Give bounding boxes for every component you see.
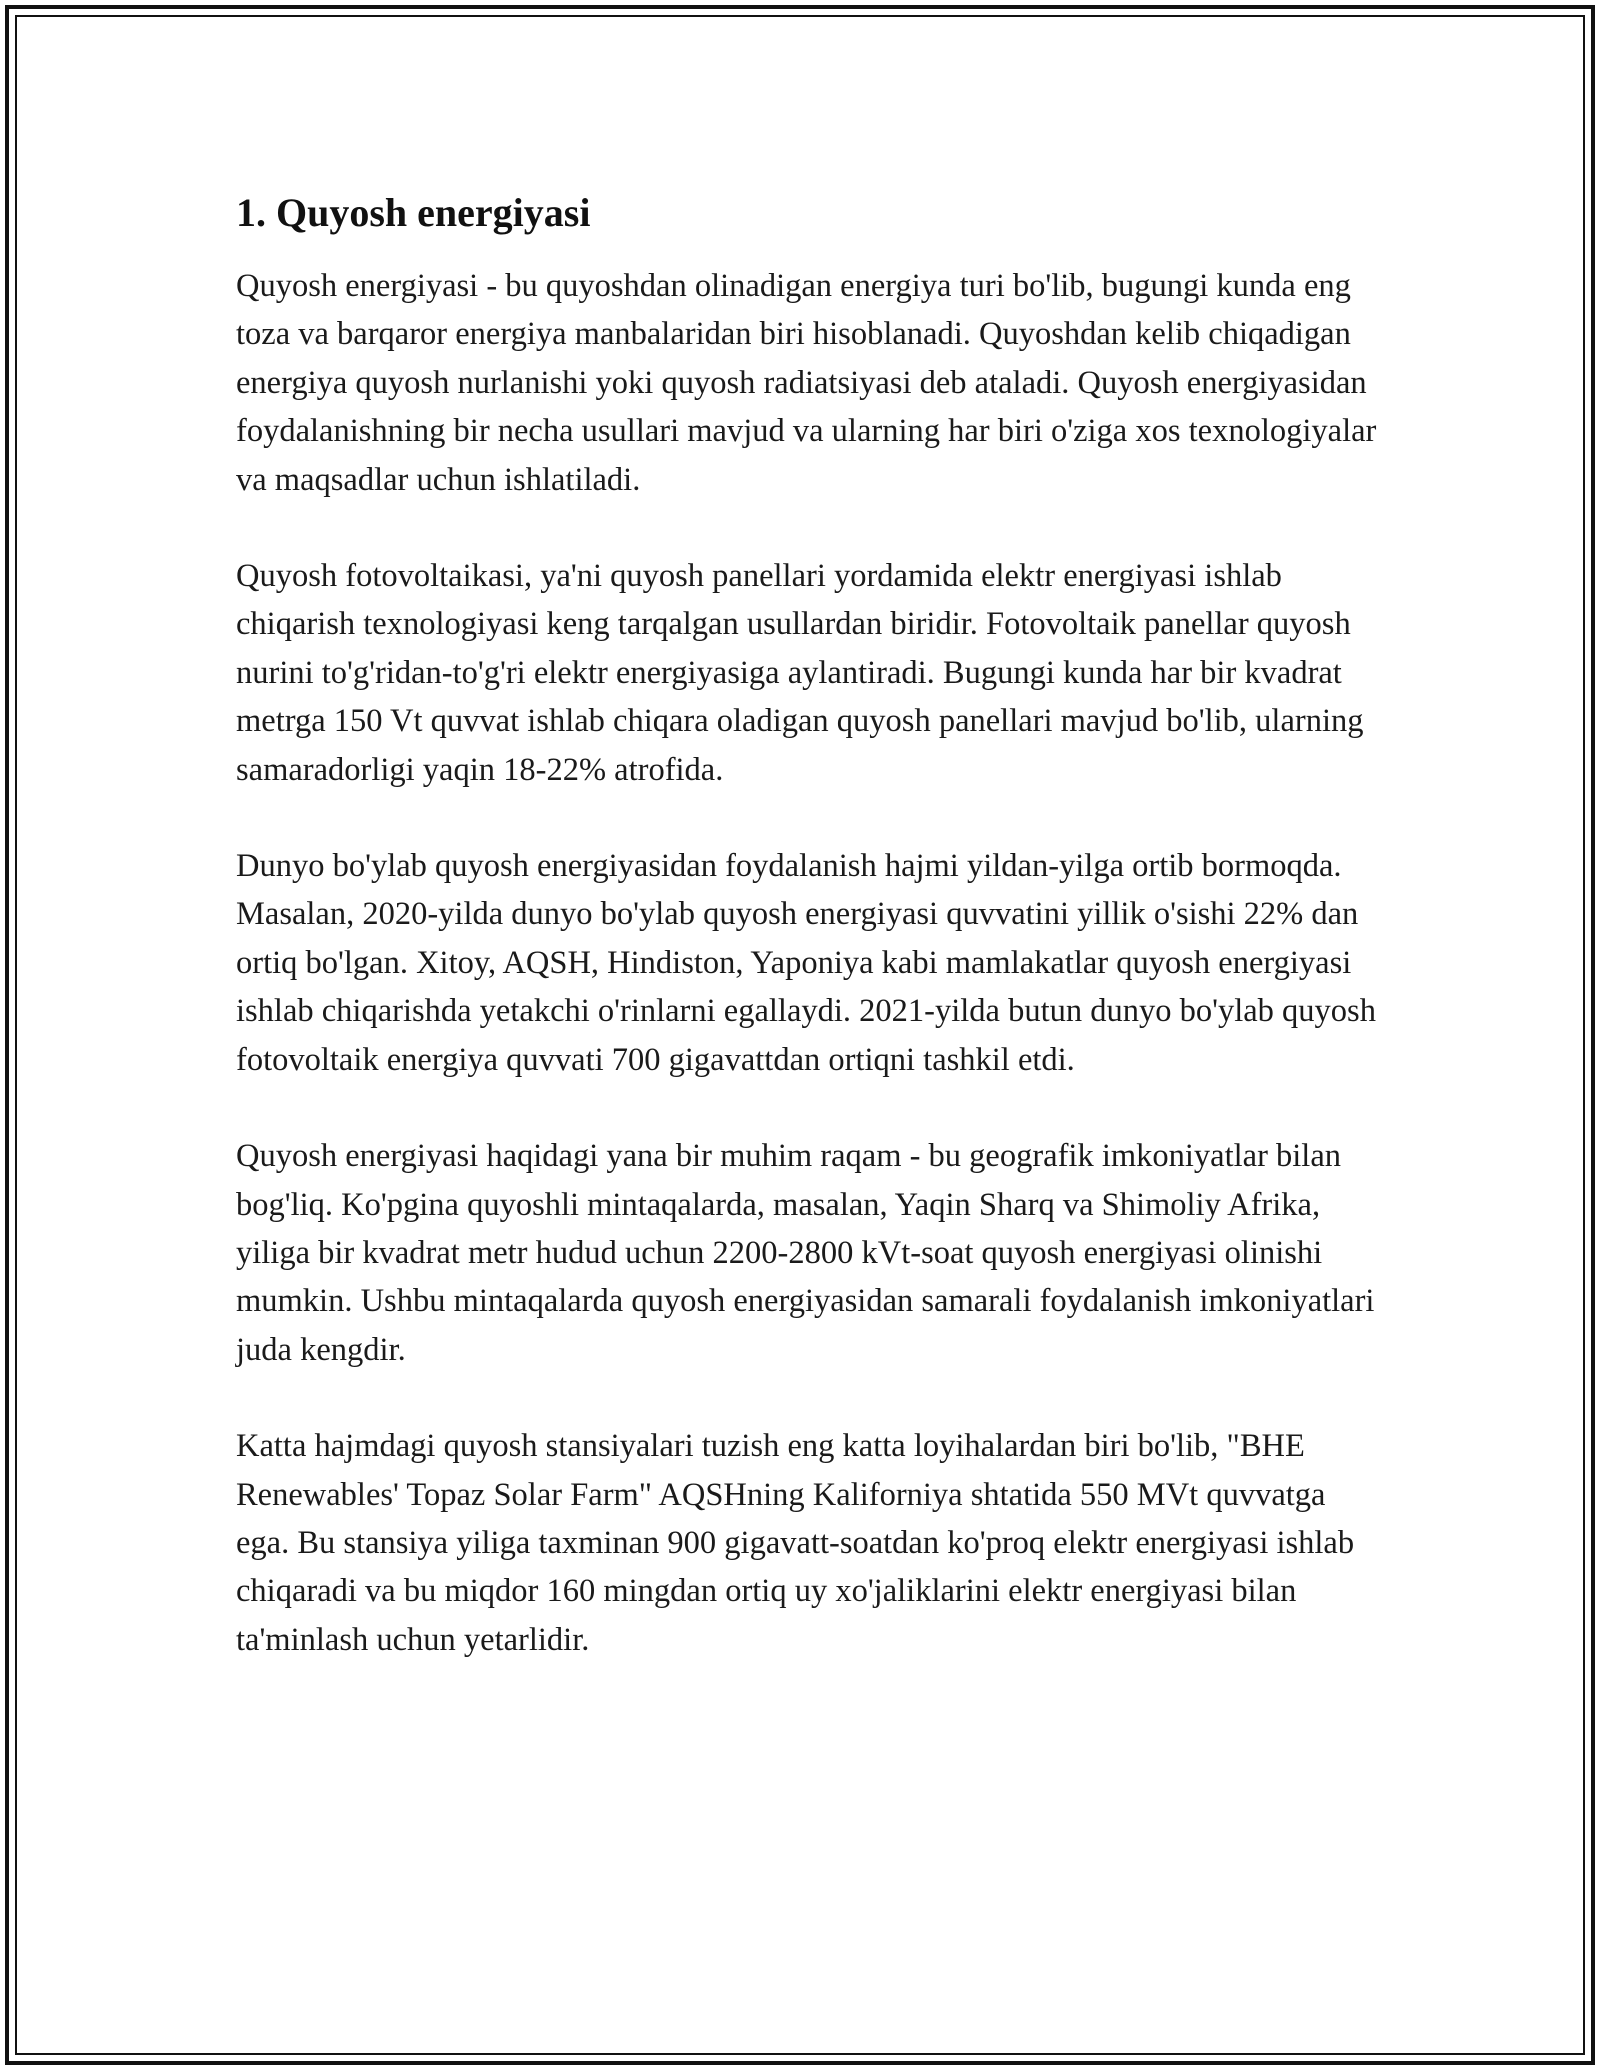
paragraph-geography: Quyosh energiyasi haqidagi yana bir muhim raqam - bu geografik imkoniyatlar bilan bog'liq. Ko'pgina quyoshli mintaqalarda, masalan, Yaqin Sharq va Shimoliy Afrika, yiliga bir kvadrat metr hudud uchun 2200-2800 kVt-soat quyosh energiyasi olinishi mumkin. Ushbu mintaqalarda quyosh energiyasidan samarali foydalanish imkoniyatlari juda kengdir. xyxy=(236,1138,1375,1368)
paragraph-intro: Quyosh energiyasi - bu quyoshdan olinadigan energiya turi bo'lib, bugungi kunda eng toza va barqaror energiya manbalaridan biri hisoblanadi. Quyoshdan kelib chiqadigan energiya quyosh nurlanishi yoki quyosh radiatsiyasi deb ataladi. Quyosh energiyasidan foydalanishning bir necha usullari mavjud va ularning har biri o'ziga xos texnologiyalar va maqsadlar uchun ishlatiladi. xyxy=(236,268,1377,498)
paragraph-world-growth: Dunyo bo'ylab quyosh energiyasidan foydalanish hajmi yildan-yilga ortib bormoqda. Masalan, 2020-yilda dunyo bo'ylab quyosh energiyasi quvvatini yillik o'sishi 22% dan ortiq bo'lgan. Xitoy, AQSH, Hindiston, Yaponiya kabi mamlakatlar quyosh energiyasi ishlab chiqarishda yetakchi o'rinlarni egallaydi. 2021-yilda butun dunyo bo'ylab quyosh fotovoltaik energiya quvvati 700 gigavattdan ortiqni tashkil etdi. xyxy=(236,848,1376,1078)
section-heading: 1. Quyosh energiyasi xyxy=(236,190,591,235)
document-body xyxy=(236,188,1386,1712)
paragraph-photovoltaics: Quyosh fotovoltaikasi, ya'ni quyosh panellari yordamida elektr energiyasi ishlab chiqarish texnologiyasi keng tarqalgan usullardan biridir. Fotovoltaik panellar quyosh nurini to'g'ridan-to'g'ri elektr energiyasiga aylantiradi. Bugungi kunda har bir kvadrat metrga 150 Vt quvvat ishlab chiqara oladigan quyosh panellari mavjud bo'lib, ularning samaradorligi yaqin 18-22% atrofida. xyxy=(236,558,1364,788)
paragraph-solar-farm: Katta hajmdagi quyosh stansiyalari tuzish eng katta loyihalardan biri bo'lib, "BHE Renewables' Topaz Solar Farm" AQSHning Kaliforniya shtatida 550 MVt quvvatga ega. Bu stansiya yiliga taxminan 900 gigavatt-soatdan ko'proq elektr energiyasi ishlab chiqaradi va bu miqdor 160 mingdan ortiq uy xo'jaliklarini elektr energiyasi bilan ta'minlash uchun yetarlidir. xyxy=(236,1428,1355,1658)
